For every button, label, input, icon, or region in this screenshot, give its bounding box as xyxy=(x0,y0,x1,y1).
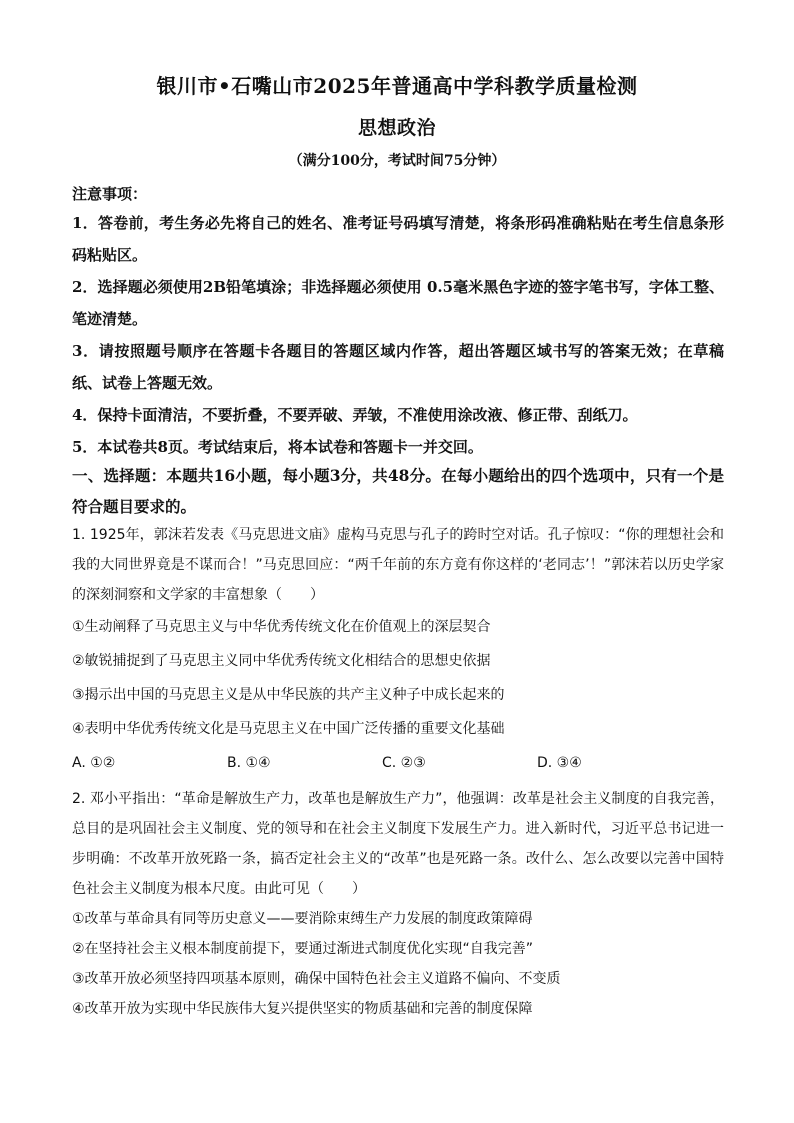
exam-meta: （满分100分，考试时间75分钟） xyxy=(288,153,506,169)
choice-b: B. ①④ xyxy=(227,755,271,771)
question-option: ③改革开放必须坚持四项基本原则，确保中国特色社会主义道路不偏向、不变质 xyxy=(72,971,561,987)
notice-item: 2．选择题必须使用2B铅笔填涂；非选择题必须使用 0.5毫米黑色字迹的签字笔书写，字体工整、笔迹清楚。 xyxy=(72,278,724,328)
choice-c: C. ②③ xyxy=(382,755,426,771)
question-option: ①改革与革命具有同等历史意义——要消除束缚生产力发展的制度政策障碍 xyxy=(72,911,533,927)
question-option: ④改革开放为实现中华民族伟大复兴提供坚实的物质基础和完善的制度保障 xyxy=(72,1001,533,1017)
notice-item: 5．本试卷共8页。考试结束后，将本试卷和答题卡一并交回。 xyxy=(72,438,483,456)
answer-choices xyxy=(72,746,692,780)
notice-item: 3．请按照题号顺序在答题卡各题目的答题区域内作答，超出答题区域书写的答案无效；在草稿纸、试卷上答题无效。 xyxy=(72,342,724,392)
question-stem: 1. 1925年，郭沫若发表《马克思进文庙》虚构马克思与孔子的跨时空对话。孔子惊叹：“你的理想社会和我的大同世界竟是不谋而合！”马克思回应：“两千年前的东方竟有你这样的‘老同志’！”郭沫若以历史学家的深刻洞察和文学家的丰富想象（ ） xyxy=(72,527,724,603)
question-option: ④表明中华优秀传统文化是马克思主义在中国广泛传播的重要文化基础 xyxy=(72,721,505,737)
question-1 xyxy=(72,520,724,780)
choice-d: D. ③④ xyxy=(537,755,582,771)
exam-title: 银川市•石嘴山市2025年普通高中学科教学质量检测 xyxy=(156,74,638,98)
question-2 xyxy=(72,784,724,1024)
notice-item: 4．保持卡面清洁，不要折叠，不要弄破、弄皱，不准使用涂改液、修正带、刮纸刀。 xyxy=(72,406,638,424)
subject-title: 思想政治 xyxy=(357,117,436,139)
section-heading: 一、选择题：本题共16小题，每小题3分，共48分。在每小题给出的四个选项中，只有一个是符合题目要求的。 xyxy=(72,466,724,516)
question-option: ②敏锐捕捉到了马克思主义同中华优秀传统文化相结合的思想史依据 xyxy=(72,653,491,669)
question-option: ①生动阐释了马克思主义与中华优秀传统文化在价值观上的深层契合 xyxy=(72,619,491,635)
notice-item: 1．答卷前，考生务必先将自己的姓名、准考证号码填写清楚，将条形码准确粘贴在考生信息条形码粘贴区。 xyxy=(72,214,724,264)
question-option: ③揭示出中国的马克思主义是从中华民族的共产主义种子中成长起来的 xyxy=(72,687,505,703)
question-stem: 2. 邓小平指出：“革命是解放生产力，改革也是解放生产力”，他强调：改革是社会主义制度的自我完善，总目的是巩固社会主义制度、党的领导和在社会主义制度下发展生产力。进入新时代，习近平总书记进一步明确：不改革开放死路一条，搞否定社会主义的“改革”也是死路一条。改什么、怎么改要以完善中国特色社会主义制度为根本尺度。由此可见（ ） xyxy=(72,791,724,897)
notice-list xyxy=(72,207,724,463)
choice-a: A. ①② xyxy=(72,755,116,771)
question-option: ②在坚持社会主义根本制度前提下，要通过渐进式制度优化实现“自我完善” xyxy=(72,941,534,957)
notice-heading: 注意事项： xyxy=(72,185,148,203)
